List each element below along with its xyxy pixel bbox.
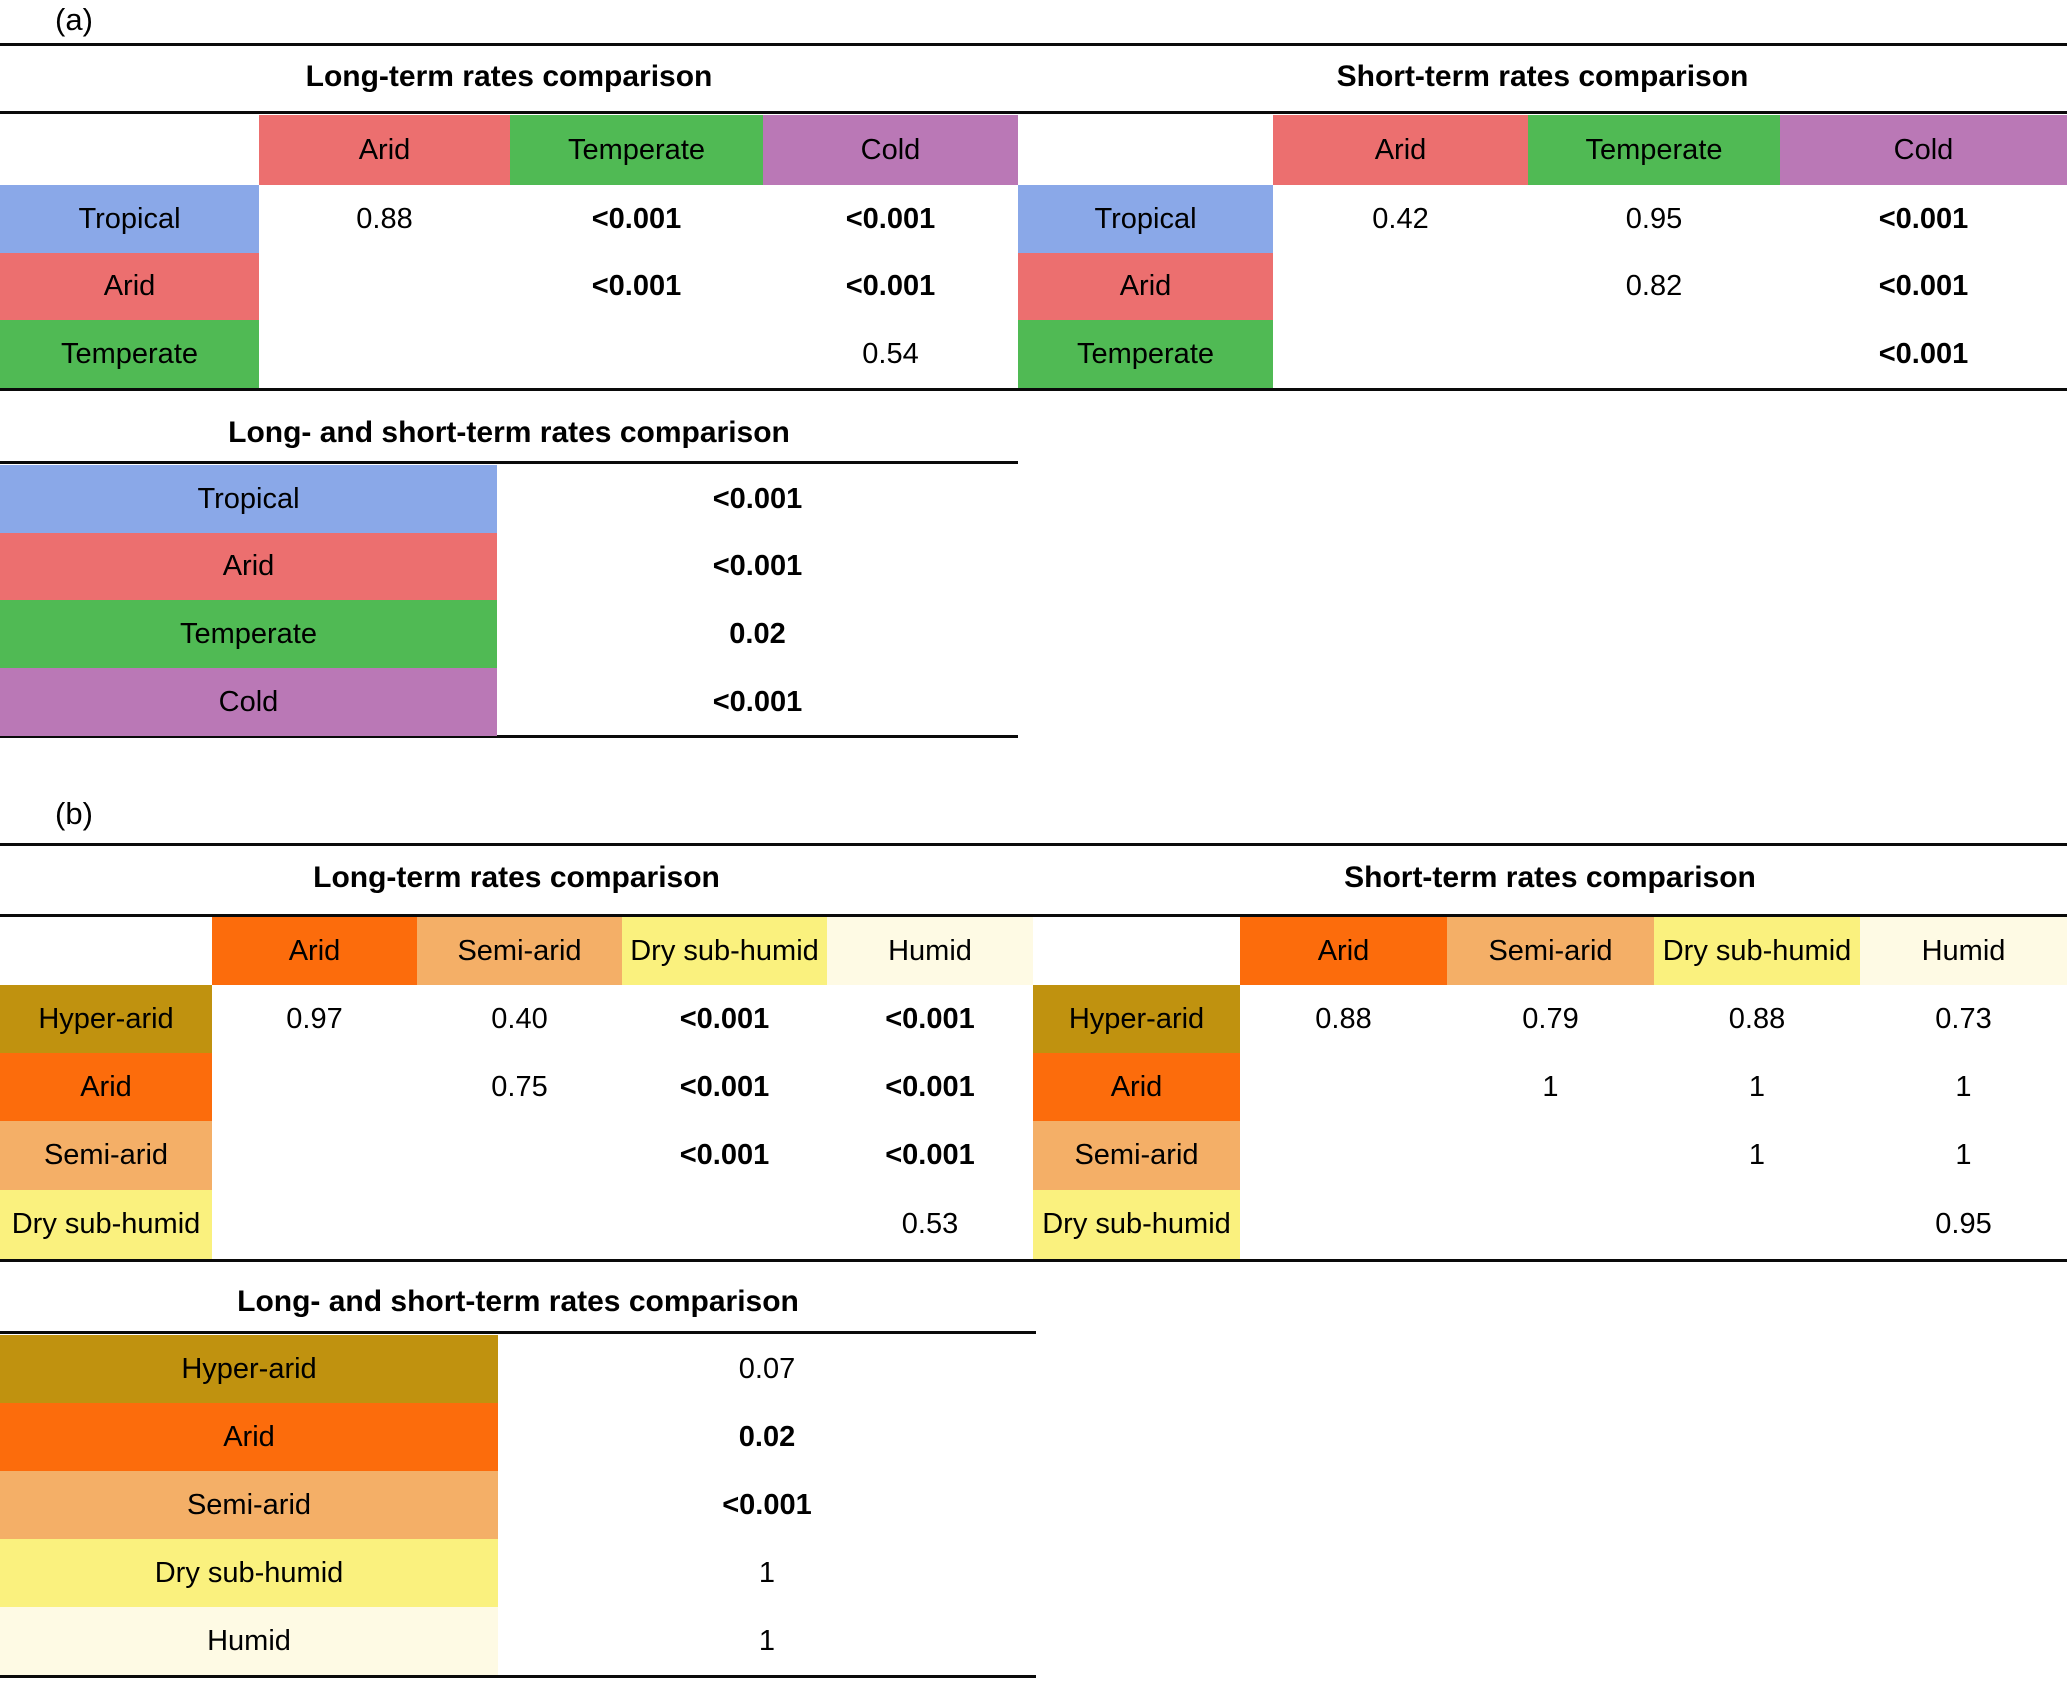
rule-a-top: [0, 43, 2067, 46]
corner-cell: [1018, 115, 1273, 185]
col-header-cold: Cold: [1780, 115, 2067, 185]
corner-cell: [0, 115, 259, 185]
title-a-short-term: Short-term rates comparison: [1336, 60, 1749, 93]
rule-a-bottom: [0, 388, 2067, 391]
cell-temperate-cold: <0.001: [1878, 337, 1969, 370]
cell-temperate-temperate: [510, 320, 763, 388]
cell-dry-sub-humid-dry-sub-humid: [1654, 1190, 1860, 1259]
cell-arid-arid: [1273, 253, 1528, 320]
cell-arid-arid: [1240, 1053, 1447, 1121]
table-b-long-term: [0, 917, 1033, 1259]
col-header-cold: Cold: [763, 115, 1018, 185]
cell-arid-pvalue: 0.02: [738, 1420, 796, 1453]
row-header-arid: Arid: [0, 1053, 212, 1121]
col-header-dry-sub-humid: Dry sub-humid: [1654, 917, 1860, 985]
col-header-semi-arid: Semi-arid: [417, 917, 622, 985]
cell-dry-sub-humid-arid: [1240, 1190, 1447, 1259]
cell-semi-arid-arid: [212, 1121, 417, 1190]
cell-semi-arid-semi-arid: [417, 1121, 622, 1190]
cell-arid-cold: <0.001: [845, 270, 936, 302]
cell-dry-sub-humid-semi-arid: [417, 1190, 622, 1259]
col-header-temperate: Temperate: [1528, 115, 1780, 185]
col-header-arid: Arid: [259, 115, 510, 185]
cell-hyper-arid-dry-sub-humid: <0.001: [679, 1002, 770, 1035]
cell-arid-humid: <0.001: [885, 1070, 975, 1103]
col-header-arid: Arid: [1273, 115, 1528, 185]
row-header-tropical: Tropical: [1018, 185, 1273, 253]
row-header-hyper-arid: Hyper-arid: [1033, 985, 1240, 1053]
row-header-hyper-arid: Hyper-arid: [0, 1335, 498, 1403]
cell-semi-arid-dry-sub-humid: <0.001: [679, 1139, 770, 1171]
row-header-semi-arid: Semi-arid: [1033, 1121, 1240, 1190]
col-header-semi-arid: Semi-arid: [1447, 917, 1654, 985]
row-header-tropical: Tropical: [0, 185, 259, 253]
cell-cold-pvalue: <0.001: [712, 685, 803, 718]
cell-tropical-cold: <0.001: [1878, 202, 1969, 235]
row-header-tropical: Tropical: [0, 465, 497, 533]
row-header-arid: Arid: [0, 1403, 498, 1471]
row-header-arid: Arid: [0, 253, 259, 320]
cell-temperate-pvalue: 0.02: [729, 617, 786, 650]
cell-semi-arid-arid: [1240, 1121, 1447, 1190]
rule-b-combined-top: [0, 1331, 1036, 1334]
cell-tropical-arid: 0.42: [1372, 202, 1429, 235]
row-header-humid: Humid: [0, 1607, 498, 1675]
rule-b-combined-bottom: [0, 1675, 1036, 1678]
cell-tropical-temperate: 0.95: [1625, 202, 1683, 235]
cell-dry-sub-humid-humid: 0.95: [1935, 1208, 1992, 1240]
row-header-cold: Cold: [0, 668, 497, 736]
cell-dry-sub-humid-semi-arid: [1447, 1190, 1654, 1259]
row-header-dry-sub-humid: Dry sub-humid: [1033, 1190, 1240, 1259]
table-b-combined: [0, 1335, 1036, 1675]
cell-semi-arid-pvalue: <0.001: [722, 1488, 812, 1521]
cell-semi-arid-humid: 1: [1955, 1139, 1972, 1171]
cell-hyper-arid-arid: 0.97: [286, 1002, 343, 1035]
row-header-semi-arid: Semi-arid: [0, 1471, 498, 1539]
title-b-combined: Long- and short-term rates comparison: [237, 1285, 799, 1318]
cell-temperate-temperate: [1528, 320, 1780, 388]
cell-dry-sub-humid-humid: 0.53: [901, 1208, 959, 1240]
col-header-arid: Arid: [1240, 917, 1447, 985]
row-header-semi-arid: Semi-arid: [0, 1121, 212, 1190]
col-header-arid: Arid: [212, 917, 417, 985]
cell-tropical-cold: <0.001: [845, 202, 936, 235]
panel-a-label: (a): [55, 2, 93, 37]
cell-hyper-arid-humid: <0.001: [885, 1002, 975, 1035]
col-header-dry-sub-humid: Dry sub-humid: [622, 917, 827, 985]
rule-b-bottom: [0, 1259, 2067, 1262]
cell-arid-cold: <0.001: [1878, 270, 1969, 302]
title-a-combined: Long- and short-term rates comparison: [228, 416, 790, 449]
table-a-short-term: [1018, 115, 2067, 388]
cell-hyper-arid-dry-sub-humid: 0.88: [1728, 1002, 1786, 1035]
cell-hyper-arid-pvalue: 0.07: [738, 1352, 796, 1385]
row-header-dry-sub-humid: Dry sub-humid: [0, 1539, 498, 1607]
cell-temperate-arid: [259, 320, 510, 388]
row-header-temperate: Temperate: [0, 600, 497, 668]
cell-tropical-temperate: <0.001: [591, 202, 682, 235]
col-header-temperate: Temperate: [510, 115, 763, 185]
cell-temperate-arid: [1273, 320, 1528, 388]
cell-arid-dry-sub-humid: 1: [1748, 1070, 1766, 1103]
row-header-arid: Arid: [0, 533, 497, 600]
title-b-short-term: Short-term rates comparison: [1344, 861, 1756, 894]
cell-arid-semi-arid: 0.75: [491, 1070, 548, 1103]
row-header-temperate: Temperate: [1018, 320, 1273, 388]
cell-arid-arid: [259, 253, 510, 320]
corner-cell: [0, 917, 212, 985]
cell-arid-temperate: 0.82: [1625, 270, 1683, 302]
cell-dry-sub-humid-pvalue: 1: [758, 1556, 776, 1589]
cell-hyper-arid-humid: 0.73: [1935, 1002, 1992, 1035]
table-a-long-term: [0, 115, 1018, 388]
cell-arid-dry-sub-humid: <0.001: [679, 1070, 770, 1103]
title-b-long-term: Long-term rates comparison: [313, 861, 720, 894]
rule-b-top: [0, 843, 2067, 846]
row-header-hyper-arid: Hyper-arid: [0, 985, 212, 1053]
cell-semi-arid-semi-arid: [1447, 1121, 1654, 1190]
col-header-humid: Humid: [827, 917, 1033, 985]
cell-temperate-cold: 0.54: [862, 337, 919, 370]
corner-cell: [1033, 917, 1240, 985]
rule-a-combined-top: [0, 461, 1018, 464]
cell-tropical-pvalue: <0.001: [712, 482, 803, 515]
cell-semi-arid-dry-sub-humid: 1: [1748, 1139, 1766, 1171]
col-header-humid: Humid: [1860, 917, 2067, 985]
cell-tropical-arid: 0.88: [356, 202, 413, 235]
title-a-long-term: Long-term rates comparison: [305, 60, 713, 93]
cell-arid-temperate: <0.001: [591, 270, 682, 302]
cell-hyper-arid-arid: 0.88: [1315, 1002, 1372, 1035]
cell-dry-sub-humid-arid: [212, 1190, 417, 1259]
row-header-temperate: Temperate: [0, 320, 259, 388]
row-header-arid: Arid: [1033, 1053, 1240, 1121]
cell-humid-pvalue: 1: [758, 1624, 776, 1657]
rule-a-header: [0, 111, 2067, 114]
cell-hyper-arid-semi-arid: 0.79: [1522, 1002, 1579, 1035]
table-a-combined: [0, 465, 1018, 736]
cell-semi-arid-humid: <0.001: [885, 1139, 975, 1171]
cell-arid-semi-arid: 1: [1542, 1070, 1559, 1103]
cell-hyper-arid-semi-arid: 0.40: [491, 1002, 548, 1035]
cell-arid-pvalue: <0.001: [712, 550, 803, 582]
panel-b-label: (b): [55, 796, 93, 831]
cell-arid-humid: 1: [1955, 1070, 1972, 1103]
row-header-dry-sub-humid: Dry sub-humid: [0, 1190, 212, 1259]
row-header-arid: Arid: [1018, 253, 1273, 320]
cell-dry-sub-humid-dry-sub-humid: [622, 1190, 827, 1259]
table-b-short-term: [1033, 917, 2067, 1259]
cell-arid-arid: [212, 1053, 417, 1121]
